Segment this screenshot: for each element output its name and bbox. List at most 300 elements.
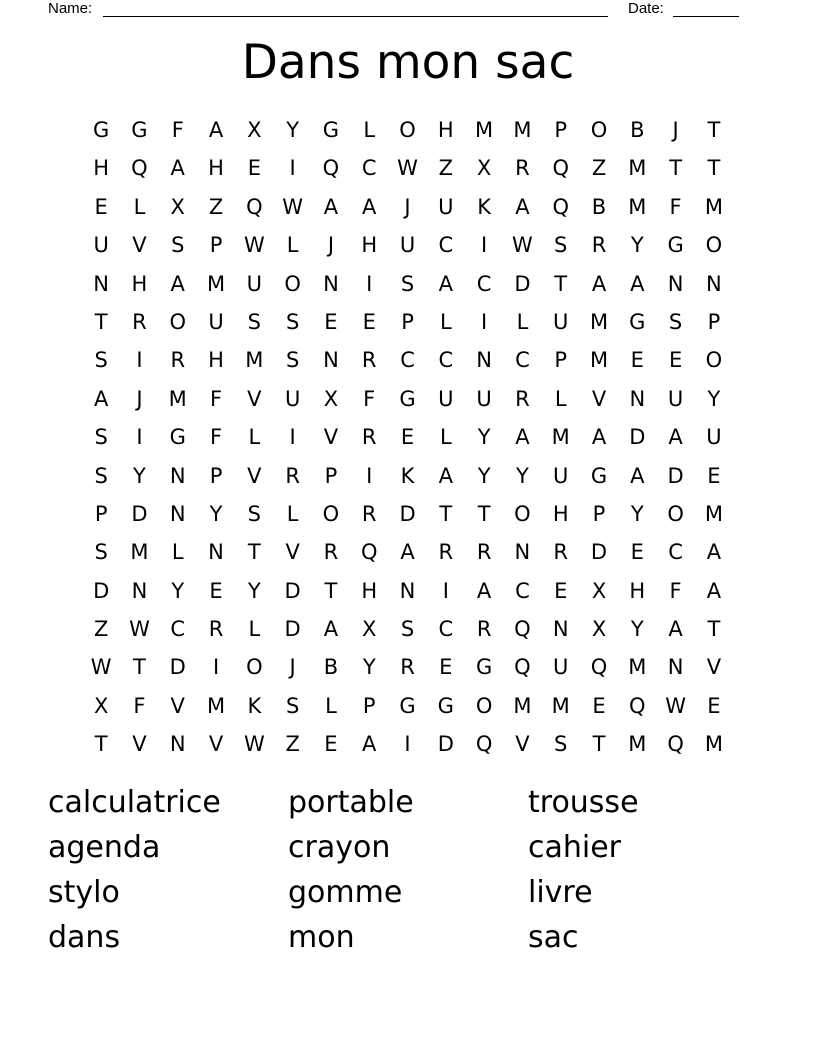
grid-letter: B <box>630 118 645 142</box>
grid-letter: P <box>94 501 108 526</box>
grid-letter: V <box>706 655 722 680</box>
grid-letter: Q <box>514 617 531 642</box>
grid-letter: N <box>667 271 684 296</box>
grid-letter: R <box>361 348 377 373</box>
grid-letter: R <box>476 540 492 565</box>
grid-letter: M <box>513 693 532 718</box>
grid-letter: E <box>324 309 338 334</box>
grid-letter: L <box>171 540 184 565</box>
grid-letter: I <box>289 156 296 181</box>
grid-letter: T <box>133 655 146 680</box>
grid-letter: U <box>438 386 454 411</box>
grid-letter: E <box>439 655 453 680</box>
grid-letter: Y <box>630 617 644 642</box>
grid-letter: V <box>515 732 530 757</box>
grid-letter: W <box>282 194 304 219</box>
grid-letter: P <box>209 463 223 488</box>
grid-letter: M <box>628 655 647 680</box>
grid-letter: Y <box>630 233 644 258</box>
grid-letter: Z <box>285 732 300 757</box>
word-list-item: agenda <box>48 830 161 865</box>
grid-letter: L <box>439 309 452 334</box>
grid-letter: R <box>170 348 186 373</box>
grid-letter: G <box>322 118 340 142</box>
grid-letter: X <box>170 194 185 219</box>
grid-letter: M <box>206 271 226 296</box>
grid-letter: P <box>362 693 376 718</box>
grid-letter: G <box>399 693 416 718</box>
grid-letter: U <box>93 233 109 258</box>
grid-letter: Y <box>516 463 529 488</box>
word-list-item: portable <box>288 785 414 820</box>
grid-letter: U <box>284 386 301 411</box>
grid-letter: V <box>132 732 147 757</box>
grid-letter: Y <box>707 386 721 411</box>
grid-letter: A <box>323 194 339 219</box>
grid-letter: A <box>438 463 453 488</box>
grid-letter: P <box>209 233 223 258</box>
grid-row <box>82 380 733 418</box>
grid-letter: U <box>553 309 569 334</box>
grid-letter: F <box>171 118 184 142</box>
grid-letter: D <box>437 732 454 757</box>
grid-row <box>82 265 733 303</box>
grid-letter: I <box>366 463 373 488</box>
grid-letter: O <box>284 271 301 296</box>
grid-letter: S <box>400 271 415 296</box>
grid-letter: H <box>629 578 646 603</box>
grid-letter: A <box>476 578 492 603</box>
grid-letter: A <box>400 540 415 565</box>
grid-letter: M <box>704 501 723 526</box>
grid-letter: S <box>554 233 568 258</box>
grid-letter: G <box>93 118 110 142</box>
grid-letter: Z <box>208 194 224 219</box>
grid-letter: N <box>399 578 416 603</box>
grid-letter: L <box>516 309 529 334</box>
grid-row <box>82 188 733 226</box>
grid-letter: N <box>208 540 224 565</box>
grid-letter: R <box>553 540 568 565</box>
grid-row <box>82 111 733 149</box>
grid-letter: F <box>133 693 146 718</box>
grid-letter: W <box>397 156 418 181</box>
grid-letter: H <box>361 233 378 258</box>
grid-letter: Y <box>630 501 644 526</box>
grid-letter: T <box>592 732 606 757</box>
grid-letter: T <box>247 540 261 565</box>
grid-letter: C <box>515 578 530 603</box>
grid-letter: Z <box>438 156 454 181</box>
grid-letter: C <box>515 348 530 373</box>
date-blank-line <box>673 16 739 17</box>
grid-letter: F <box>669 194 682 219</box>
grid-letter: M <box>475 118 494 142</box>
grid-letter: G <box>169 425 186 450</box>
grid-letter: V <box>247 463 262 488</box>
grid-letter: S <box>285 309 300 334</box>
grid-letter: Q <box>360 540 378 565</box>
grid-letter: R <box>208 617 224 642</box>
grid-letter: Y <box>477 463 491 488</box>
grid-letter: O <box>475 693 493 718</box>
grid-letter: O <box>322 501 340 526</box>
grid-letter: L <box>248 425 261 450</box>
name-blank-line <box>103 16 608 17</box>
grid-letter: I <box>289 425 296 450</box>
grid-letter: C <box>476 271 492 296</box>
grid-letter: K <box>477 194 491 219</box>
grid-letter: M <box>628 156 647 181</box>
grid-letter: N <box>169 463 186 488</box>
grid-letter: H <box>437 118 454 142</box>
grid-letter: F <box>363 386 376 411</box>
grid-letter: T <box>324 578 338 603</box>
grid-letter: P <box>401 309 414 334</box>
grid-letter: H <box>361 578 378 603</box>
grid-letter: K <box>247 693 262 718</box>
grid-letter: E <box>707 463 721 488</box>
grid-letter: D <box>284 617 301 642</box>
grid-letter: O <box>705 348 723 373</box>
grid-letter: W <box>665 693 686 718</box>
grid-letter: J <box>672 118 679 142</box>
grid-letter: D <box>284 578 301 603</box>
grid-letter: Q <box>552 156 569 181</box>
grid-letter: X <box>476 156 492 181</box>
grid-letter: Y <box>209 501 223 526</box>
grid-letter: V <box>132 233 147 258</box>
grid-letter: E <box>668 348 683 373</box>
grid-letter: D <box>131 501 148 526</box>
grid-letter: O <box>514 501 531 526</box>
grid-letter: Q <box>514 655 531 680</box>
grid-letter: W <box>512 233 533 258</box>
grid-letter: S <box>400 617 415 642</box>
grid-letter: L <box>363 118 376 142</box>
grid-letter: Y <box>477 425 491 450</box>
grid-row <box>82 303 733 341</box>
grid-letter: M <box>589 309 609 334</box>
grid-letter: Y <box>171 578 185 603</box>
grid-letter: N <box>706 271 722 296</box>
grid-letter: O <box>169 309 186 334</box>
grid-letter: V <box>323 425 339 450</box>
grid-letter: P <box>554 118 568 142</box>
grid-letter: S <box>668 309 683 334</box>
grid-letter: P <box>554 348 568 373</box>
grid-letter: D <box>629 425 646 450</box>
grid-letter: V <box>285 540 300 565</box>
grid-letter: M <box>628 732 647 757</box>
grid-letter: C <box>361 156 377 181</box>
grid-letter: D <box>399 501 416 526</box>
grid-letter: A <box>668 617 683 642</box>
grid-letter: G <box>475 655 493 680</box>
word-list-item: stylo <box>48 875 120 910</box>
grid-letter: H <box>93 156 110 181</box>
grid-letter: G <box>590 463 608 488</box>
grid-letter: N <box>667 655 684 680</box>
grid-letter: A <box>706 578 722 603</box>
grid-letter: L <box>325 693 337 718</box>
grid-letter: T <box>707 156 721 181</box>
grid-letter: D <box>667 463 684 488</box>
grid-letter: M <box>628 194 647 219</box>
grid-letter: E <box>362 309 376 334</box>
grid-letter: Q <box>552 194 569 219</box>
grid-letter: D <box>590 540 608 565</box>
grid-letter: H <box>208 156 224 181</box>
grid-row <box>82 648 733 686</box>
grid-letter: U <box>553 463 569 488</box>
grid-letter: J <box>136 386 143 411</box>
grid-letter: V <box>591 386 607 411</box>
grid-row <box>82 418 733 456</box>
grid-letter: Q <box>475 732 493 757</box>
grid-row <box>82 572 733 610</box>
word-list-item: calculatrice <box>48 785 221 820</box>
grid-letter: L <box>286 233 299 258</box>
grid-letter: U <box>476 386 492 411</box>
grid-letter: S <box>94 463 108 488</box>
grid-letter: O <box>705 233 723 258</box>
grid-letter: S <box>285 693 300 718</box>
grid-letter: A <box>668 425 683 450</box>
grid-letter: E <box>400 425 415 450</box>
grid-letter: Q <box>590 655 608 680</box>
header <box>48 0 748 20</box>
grid-letter: R <box>285 463 300 488</box>
grid-letter: V <box>247 386 262 411</box>
grid-letter: G <box>131 118 148 142</box>
grid-letter: F <box>209 386 223 411</box>
grid-letter: S <box>247 309 261 334</box>
grid-letter: Y <box>286 118 300 142</box>
grid-letter: N <box>93 271 109 296</box>
grid-letter: P <box>592 501 606 526</box>
grid-letter: A <box>630 463 645 488</box>
grid-letter: R <box>515 386 530 411</box>
grid-letter: Q <box>131 156 148 181</box>
grid-letter: T <box>94 732 108 757</box>
grid-letter: M <box>704 732 723 757</box>
grid-letter: C <box>438 348 454 373</box>
grid-letter: E <box>592 693 606 718</box>
grid-letter: A <box>170 271 185 296</box>
grid-letter: T <box>554 271 568 296</box>
grid-letter: R <box>515 156 530 181</box>
grid-letter: T <box>669 156 683 181</box>
grid-letter: N <box>476 348 492 373</box>
grid-letter: A <box>706 540 722 565</box>
grid-letter: N <box>323 271 339 296</box>
grid-letter: R <box>323 540 339 565</box>
grid-letter: T <box>94 309 108 334</box>
grid-letter: I <box>481 233 488 258</box>
grid-letter: I <box>366 271 373 296</box>
grid-letter: O <box>590 118 608 142</box>
grid-letter: G <box>437 693 454 718</box>
grid-letter: R <box>476 617 492 642</box>
grid-letter: W <box>90 655 112 680</box>
grid-letter: T <box>439 501 453 526</box>
word-list-item: sac <box>528 920 579 955</box>
word-list <box>48 780 768 960</box>
grid-letter: R <box>400 655 415 680</box>
grid-letter: A <box>438 271 453 296</box>
grid-letter: N <box>629 386 646 411</box>
grid-letter: N <box>131 578 148 603</box>
grid-letter: O <box>667 501 684 526</box>
grid-letter: L <box>248 617 261 642</box>
grid-letter: L <box>439 425 452 450</box>
grid-letter: M <box>130 540 149 565</box>
letter-grid <box>82 111 733 764</box>
grid-letter: L <box>133 194 146 219</box>
grid-letter: O <box>399 118 416 142</box>
grid-letter: C <box>668 540 683 565</box>
grid-row <box>82 149 733 187</box>
grid-letter: A <box>362 194 377 219</box>
grid-letter: P <box>707 309 721 334</box>
page-title: Dans mon sac <box>241 35 575 90</box>
grid-letter: E <box>247 156 261 181</box>
grid-row <box>82 725 733 763</box>
grid-letter: E <box>630 348 644 373</box>
word-list-item: livre <box>528 875 593 910</box>
date-label: Date: <box>628 0 664 17</box>
grid-letter: B <box>323 655 339 680</box>
grid-letter: H <box>208 348 224 373</box>
grid-letter: F <box>209 425 223 450</box>
word-list-item: trousse <box>528 785 639 820</box>
grid-letter: V <box>208 732 224 757</box>
grid-letter: C <box>170 617 186 642</box>
grid-letter: F <box>669 578 682 603</box>
grid-letter: M <box>704 194 723 219</box>
grid-letter: M <box>551 425 570 450</box>
grid-letter: U <box>553 655 569 680</box>
grid-row <box>82 687 733 725</box>
grid-letter: E <box>707 693 721 718</box>
grid-letter: I <box>212 655 220 680</box>
grid-letter: V <box>170 693 185 718</box>
word-list-item: crayon <box>288 830 391 865</box>
grid-letter: D <box>93 578 110 603</box>
grid-letter: U <box>438 194 454 219</box>
grid-letter: I <box>404 732 411 757</box>
grid-letter: R <box>361 501 377 526</box>
grid-row <box>82 533 733 571</box>
grid-letter: X <box>591 617 607 642</box>
grid-letter: Z <box>93 617 109 642</box>
grid-letter: E <box>630 540 644 565</box>
grid-letter: H <box>131 271 148 296</box>
grid-letter: E <box>324 732 338 757</box>
grid-letter: Z <box>591 156 607 181</box>
grid-row <box>82 495 733 533</box>
grid-letter: P <box>324 463 338 488</box>
grid-letter: A <box>591 271 607 296</box>
grid-letter: C <box>400 348 415 373</box>
grid-letter: A <box>323 617 339 642</box>
grid-letter: G <box>399 386 416 411</box>
grid-letter: I <box>442 578 449 603</box>
grid-letter: Q <box>322 156 340 181</box>
grid-letter: M <box>551 693 570 718</box>
grid-letter: U <box>399 233 416 258</box>
grid-letter: M <box>245 348 264 373</box>
grid-letter: W <box>243 732 265 757</box>
word-list-item: mon <box>288 920 355 955</box>
grid-letter: A <box>170 156 185 181</box>
grid-letter: S <box>285 348 300 373</box>
grid-letter: X <box>591 578 607 603</box>
grid-letter: A <box>630 271 645 296</box>
name-label: Name: <box>48 0 93 17</box>
grid-letter: Y <box>133 463 146 488</box>
grid-letter: I <box>481 309 488 334</box>
grid-letter: A <box>93 386 109 411</box>
word-list-item: cahier <box>528 830 622 865</box>
grid-letter: S <box>94 425 108 450</box>
grid-letter: A <box>515 194 530 219</box>
grid-letter: U <box>208 309 224 334</box>
grid-letter: Y <box>362 655 376 680</box>
grid-letter: S <box>554 732 568 757</box>
grid-letter: X <box>362 617 377 642</box>
grid-letter: I <box>136 425 143 450</box>
grid-letter: U <box>667 386 684 411</box>
grid-letter: E <box>554 578 568 603</box>
grid-letter: E <box>209 578 223 603</box>
word-list-item: gomme <box>288 875 403 910</box>
grid-letter: I <box>136 348 143 373</box>
grid-letter: N <box>514 540 531 565</box>
grid-letter: J <box>404 194 411 219</box>
grid-letter: W <box>129 617 150 642</box>
grid-letter: T <box>477 501 491 526</box>
grid-letter: A <box>208 118 224 142</box>
grid-letter: J <box>327 233 335 258</box>
grid-letter: N <box>169 501 186 526</box>
grid-letter: U <box>706 425 722 450</box>
grid-row <box>82 226 733 264</box>
grid-letter: A <box>362 732 377 757</box>
grid-letter: N <box>323 348 339 373</box>
grid-letter: S <box>247 501 261 526</box>
grid-letter: T <box>707 118 721 142</box>
grid-letter: R <box>438 540 454 565</box>
grid-letter: S <box>94 348 108 373</box>
grid-letter: A <box>591 425 607 450</box>
grid-letter: S <box>94 540 108 565</box>
grid-letter: X <box>93 693 109 718</box>
grid-letter: Q <box>246 194 263 219</box>
grid-letter: C <box>438 233 454 258</box>
grid-letter: S <box>171 233 185 258</box>
word-list-item: dans <box>48 920 121 955</box>
grid-letter: U <box>246 271 263 296</box>
grid-letter: R <box>591 233 607 258</box>
grid-letter: B <box>591 194 607 219</box>
grid-letter: A <box>515 425 530 450</box>
grid-letter: R <box>361 425 377 450</box>
grid-letter: N <box>169 732 186 757</box>
grid-row <box>82 341 733 379</box>
grid-letter: O <box>246 655 263 680</box>
